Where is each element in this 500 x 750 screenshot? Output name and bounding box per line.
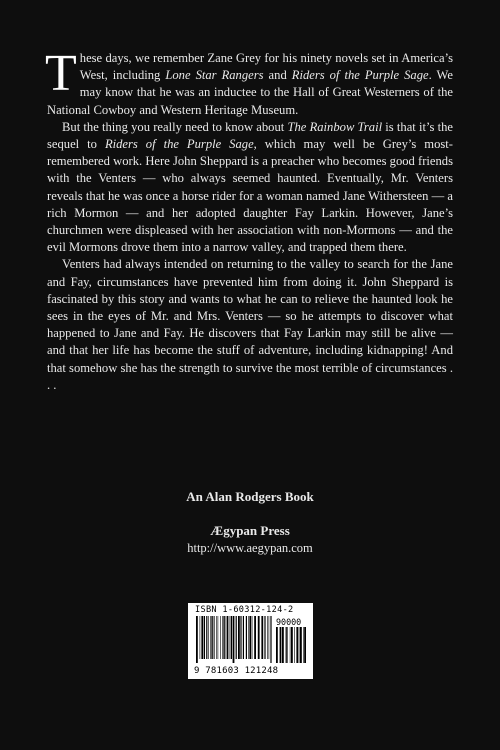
barcode-bar <box>286 627 287 663</box>
ean-barcode-bars <box>196 616 272 663</box>
blurb-text-span: is that it’s the sequel to <box>47 119 453 152</box>
barcode-bar <box>212 616 213 659</box>
addon-barcode-bars <box>276 627 308 667</box>
ean-number: 9 781603 121248 <box>194 666 279 676</box>
barcode-bar <box>224 616 225 659</box>
barcode-bar <box>269 616 270 659</box>
barcode-bar <box>282 627 284 663</box>
barcode-bar <box>270 616 271 663</box>
barcode-bar <box>290 627 291 663</box>
barcode-bar <box>246 616 247 659</box>
barcode-bar <box>276 627 278 663</box>
barcode-bar <box>206 616 207 659</box>
barcode-bar <box>261 616 263 659</box>
barcode-bar <box>214 616 215 659</box>
barcode-bar <box>196 616 198 663</box>
barcode <box>188 603 313 679</box>
blurb-paragraph-1 <box>45 45 453 119</box>
blurb-text-span: hese days, we remember Zane Grey for his ninety novels set in America’s West, including <box>79 51 453 83</box>
barcode-bar <box>294 627 295 663</box>
blurb-text <box>45 45 453 394</box>
barcode-bar <box>201 616 203 659</box>
publisher-name: Ægypan Press <box>210 523 290 538</box>
barcode-bar <box>233 616 235 663</box>
isbn-label: ISBN 1-60312-124-2 <box>195 605 294 615</box>
barcode-bar <box>220 616 221 659</box>
barcode-bar <box>249 616 251 659</box>
barcode-bar <box>248 616 249 659</box>
barcode-bar <box>304 627 306 663</box>
barcode-bar <box>280 627 282 663</box>
barcode-bar <box>264 616 265 659</box>
book-title-lone-star-rangers: Lone Star Rangers <box>165 68 264 83</box>
barcode-bar <box>227 616 229 659</box>
book-title-riders-purple-sage: Riders of the Purple Sage <box>104 137 254 152</box>
barcode-bar <box>252 616 253 659</box>
barcode-bar <box>258 616 260 659</box>
barcode-bar <box>216 616 217 659</box>
barcode-bar <box>238 616 240 659</box>
barcode-bar <box>267 616 268 659</box>
barcode-bar <box>254 616 256 659</box>
barcode-bar <box>208 616 209 659</box>
barcode-bar <box>236 616 237 659</box>
barcode-bar <box>303 627 304 663</box>
barcode-bar <box>240 616 241 659</box>
publisher-url: http://www.aegypan.com <box>187 541 313 555</box>
book-title-rainbow-trail: The Rainbow Trail <box>287 119 383 134</box>
barcode-bar <box>204 616 205 659</box>
blurb-paragraph-2 <box>47 119 453 257</box>
blurb-paragraph-3: Venters had always intended on returning to the valley to search for the Jane and Fay, circumstances have prevented him from doing it. John Sheppard is fascinated by this story and wants to what he can to relieve the haunted look he sees in the eyes of Mr. and Mrs. Venters — so he attempts to discover what happened to Jane and Fay. He discovers that Fay Larkin may still be alive — and that her life has become the stuff of adventure, including kidnapping! And that somehow she has the strength to survive the most terrible of circumstances . . . <box>47 257 453 392</box>
blurb-text-span: and <box>263 68 292 83</box>
imprint-line: An Alan Rodgers Book <box>186 489 314 504</box>
barcode-bar <box>218 616 219 659</box>
barcode-bar <box>222 616 223 659</box>
barcode-bar <box>296 627 298 663</box>
barcode-bar <box>299 627 300 663</box>
blurb-text-span: But the thing you really need to know about <box>62 119 288 134</box>
barcode-bar <box>300 627 302 663</box>
barcode-bar <box>243 616 244 659</box>
barcode-bar <box>287 627 288 663</box>
book-title-riders-purple-sage: Riders of the Purple Sage <box>291 68 429 83</box>
blurb-text-span: , which may well be Grey’s most-remembered work. Here John Sheppard is a preacher who becomes good friends with the Venters — who always seemed haunted. Eventually, Mr. Venters reveals that he was once a horse rider for a woman named Jane Withersteen — a rich Mormon — and her adopted daughter Fay Larkin. However, Jane’s churchmen were displeased with her association with non-Mormons — and the evil Mormons drove them into a narrow valley, and trapped them there. <box>47 137 453 255</box>
barcode-bar <box>210 616 211 659</box>
barcode-bar <box>230 616 231 659</box>
barcode-addon-number: 90000 <box>276 617 302 627</box>
drop-cap: T <box>45 45 77 102</box>
barcode-bar <box>291 627 293 663</box>
barcode-bar <box>200 616 201 659</box>
blurb-text-span: . We may know that he was an inductee to the Hall of Great Westerners of the National Cowboy and Western Heritage Museum. <box>47 68 453 117</box>
barcode-bar <box>231 616 232 659</box>
